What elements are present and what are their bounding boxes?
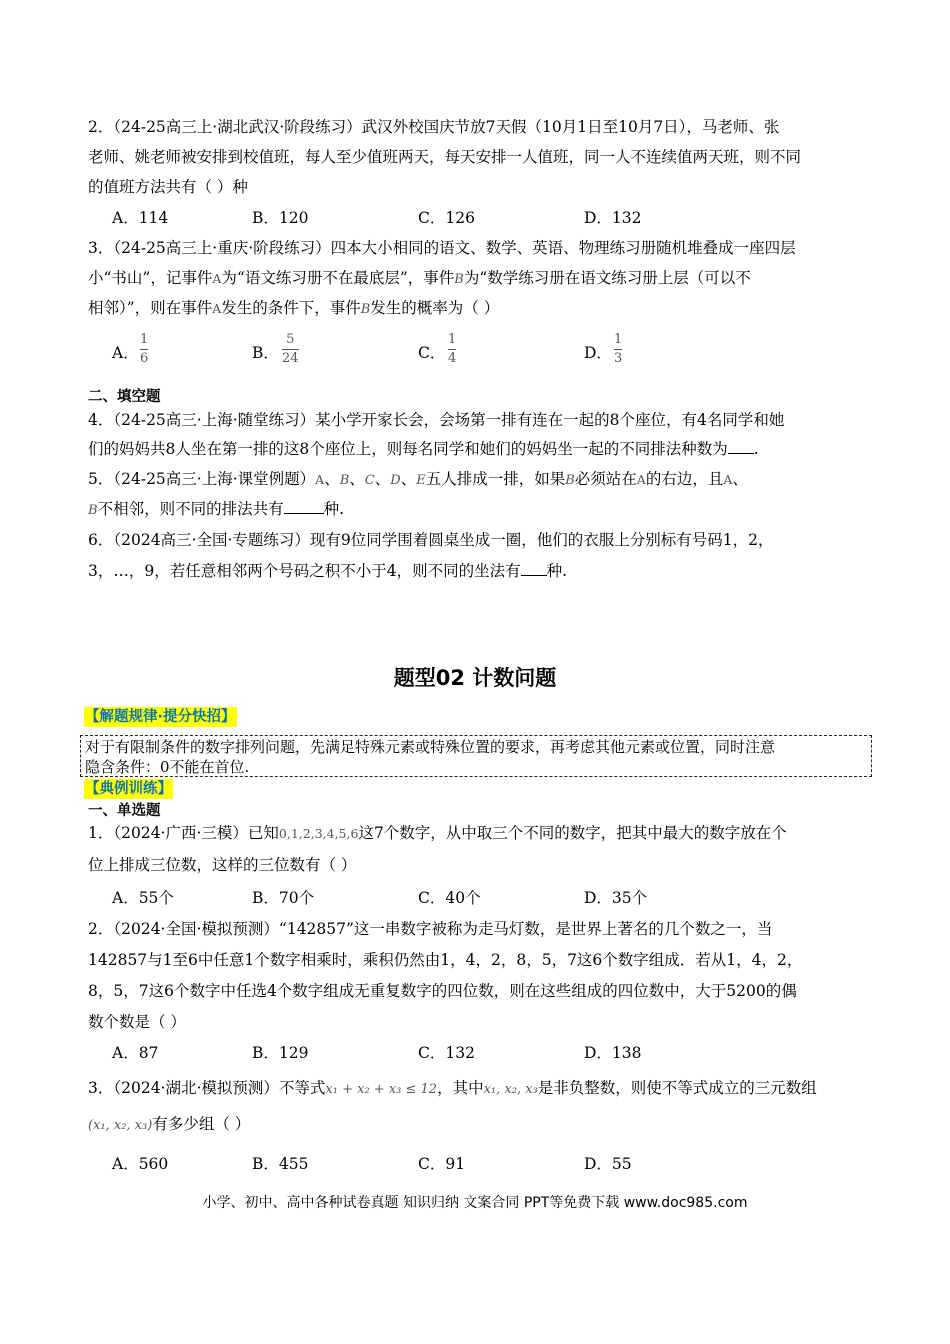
option-d: D．132 [584,209,642,227]
option-a: A．87 [112,1044,159,1062]
tip-line-1: 对于有限制条件的数字排列问题，先满足特殊元素或特殊位置的要求，再考虑其他元素或位置，同时注意 [85,738,776,756]
section-fill-in-header: 二、填空题 [88,389,161,405]
example-tag: 【典例训练】 [85,781,172,797]
text-span: 3，…，9，若任意相邻两个号码之积不小于4，则不同的坐法有 [88,562,521,580]
text-span: 是非负整数，则使不等式成立的三元数组 [537,1079,817,1097]
p2-q3-line-2 [88,1113,250,1137]
text-span: 、 [732,470,748,488]
q4-line-1: 4．（24-25高三·上海·随堂练习）某小学开家长会，会场第一排有连在一起的8个座位，有4名同学和她 [88,411,785,429]
section-single-choice-header: 一、单选题 [88,803,161,819]
math-triple: (x₁, x₂, x₃) [88,1118,153,1133]
q3-options [112,330,672,376]
option-c: C．132 [418,1044,475,1062]
text-span: 相邻）”，则在事件 [88,299,213,317]
option-a-label: A． [112,344,139,362]
page-footer: 小学、初中、高中各种试卷真题 知识归纳 文案合同 PPT等免费下载 www.doc985.com [202,1195,748,1211]
math-letter: E [416,473,426,488]
text-span: 为“数学练习册在语文练习册上层（可以不 [463,269,751,287]
numerator: 1 [614,332,623,347]
math-digit-set: 0,1,2,3,4,5,6 [278,826,359,841]
option-c-fraction [448,332,456,367]
option-d-fraction [614,332,622,367]
q6-line-2 [88,560,567,582]
option-b: B．129 [252,1044,309,1062]
q2-line-3: 的值班方法共有（ ）种 [88,178,248,196]
q3-line-1: 3．（24-25高三上·重庆·阶段练习）四本大小相同的语文、数学、英语、物理练习册随机堆叠成一座四层 [88,239,796,257]
q2-line-2: 老师、姚老师被安排到校值班，每人至少值班两天，每天安排一人值班，同一人不连续值两天班，则不同 [88,148,802,166]
option-c-label: C． [418,344,446,362]
math-event-a: A [212,301,222,316]
q3-line-2 [88,267,751,291]
math-letter: C [364,473,375,488]
text-span: 、 [349,470,365,488]
text-span: 3．（2024·湖北·模拟预测）不等式 [88,1079,326,1097]
text-span: 5．（24-25高三·上海·课堂例题） [88,470,316,488]
tip-tag: 【解题规律·提分快招】 [85,709,236,725]
text-span: 、 [374,470,391,488]
text-span: 1．（2024·广西·三模）已知 [88,824,279,842]
fraction-bar [448,349,456,350]
answer-blank [284,498,324,514]
text-span: 发生的条件下，事件 [221,299,361,317]
text-span: 发生的概率为（ ） [370,299,500,317]
q3-line-3 [88,297,499,321]
math-letter: B [88,503,98,518]
numerator: 5 [286,332,295,347]
fraction-bar [140,349,148,350]
q5-line-1 [88,468,748,492]
numerator: 1 [140,332,149,347]
math-event-b: B [360,302,371,317]
fraction-bar [282,349,299,350]
text-span: ，其中 [437,1079,484,1097]
math-letter: A [723,472,733,487]
option-c: C．40个 [418,889,481,907]
denominator: 6 [140,351,149,366]
text-span: 小“书山”，记事件 [88,269,213,287]
text-span: 种. [323,500,345,518]
math-letter: A [315,472,325,487]
text-span: 五人排成一排，如果 [425,470,566,488]
math-letter: B [339,473,350,488]
p2-q2-line-3: 8，5，7这6个数字中任选4个数字组成无重复数字的四位数，则在这些组成的四位数中，大于5200的偶 [88,982,797,1000]
option-a: A．114 [112,209,169,227]
option-a: A．55个 [112,889,174,907]
text-span: 这7个数字，从中取三个不同的数字，把其中最大的数字放在个 [358,824,787,842]
option-c: C．126 [418,209,475,227]
q6-line-1: 6．（2024高三·全国·专题练习）现有9位同学围着圆桌坐成一圈，他们的衣服上分别标有号码1，2， [88,531,774,549]
fraction-bar [614,349,622,350]
numerator: 1 [448,332,457,347]
text-span: . [753,440,759,458]
p2-q3-line-1 [88,1077,817,1101]
option-d: D．138 [584,1044,642,1062]
p2-q1-line-1 [88,822,787,845]
text-span: 们的妈妈共8人坐在第一排的这8个座位上，则每名同学和她们的妈妈坐一起的不同排法种数为 [88,440,728,458]
q5-line-2 [88,498,344,522]
math-event-b: B [454,272,464,287]
denominator: 3 [614,351,623,366]
text-span: 有多少组（ ） [152,1115,251,1133]
p2-q2-line-4: 数个数是（ ） [88,1013,186,1031]
option-d-label: D． [584,344,612,362]
tip-line-2: 隐含条件：0不能在首位. [85,758,250,776]
text-span: 种. [546,562,568,580]
denominator: 4 [448,351,457,366]
option-b-label: B． [252,344,279,362]
math-letter: D [390,473,401,488]
answer-blank [521,560,547,576]
p2-q1-line-2: 位上排成三位数，这样的三位数有（ ） [88,856,357,874]
option-b: B．70个 [252,889,315,907]
answer-blank [728,438,754,454]
math-letter: B [565,473,575,488]
q2-line-1: 2．（24-25高三上·湖北武汉·阶段练习）武汉外校国庆节放7天假（10月1日至10月7日），马老师、张 [88,118,780,136]
math-event-a: A [212,271,222,286]
section-title: 题型02 计数问题 [393,666,557,690]
option-b-fraction [282,332,299,367]
p2-q2-line-1: 2．（2024·全国·模拟预测）“142857”这一串数字被称为走马灯数，是世界上著名的几个数之一，当 [88,920,773,938]
math-letter: A [636,472,646,487]
option-b: B．120 [252,209,309,227]
math-inequality: x₁ + x₂ + x₃ ≤ 12 [325,1082,438,1097]
option-a-fraction [140,332,148,367]
denominator: 24 [282,351,299,366]
text-span: 、 [400,470,417,488]
math-variables: x₁, x₂, x₃ [483,1082,538,1097]
option-c: C．91 [418,1155,466,1173]
text-span: 必须站在 [574,470,637,488]
text-span: 、 [324,470,340,488]
option-d: D．35个 [584,889,648,907]
tip-box [80,735,872,777]
q4-line-2 [88,438,759,460]
text-span: 不相邻，则不同的排法共有 [97,500,284,518]
p2-q2-line-2: 142857与1至6中任意1个数字相乘时，乘积仍然由1，4，2，8，5，7这6个数字组成．若从1，4，2， [88,951,803,969]
text-span: 的右边，且 [645,470,724,488]
text-span: 为“语文练习册不在最底层”，事件 [221,269,455,287]
option-d: D．55 [584,1155,632,1173]
option-b: B．455 [252,1155,309,1173]
option-a: A．560 [112,1155,169,1173]
